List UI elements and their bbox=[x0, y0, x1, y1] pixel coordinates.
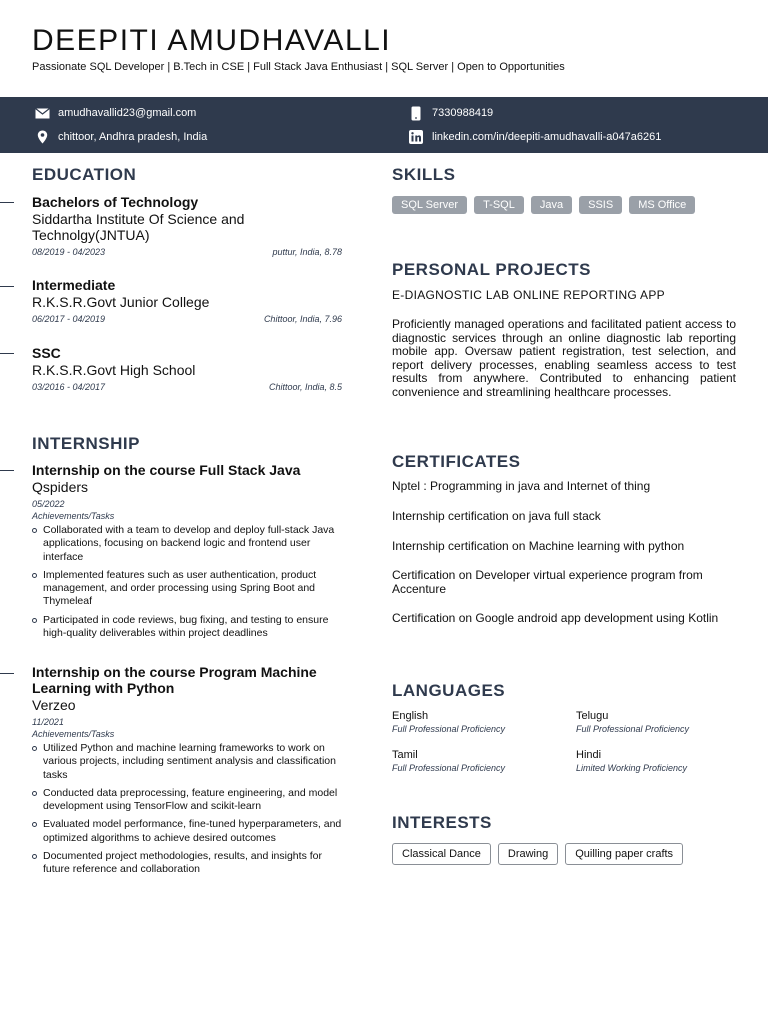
certificate-item: Nptel : Programming in java and Internet of thing bbox=[392, 479, 651, 493]
degree: Bachelors of Technology bbox=[32, 194, 199, 210]
skill-tag: Java bbox=[531, 196, 572, 214]
education-item bbox=[32, 345, 342, 392]
internship-date: 11/2021 bbox=[32, 717, 64, 727]
timeline-marker bbox=[0, 673, 14, 674]
achievements-list bbox=[32, 524, 344, 640]
certificate-item: Certification on Developer virtual experience program from Accenture bbox=[392, 568, 703, 596]
timeline-marker bbox=[0, 286, 14, 287]
certificate-item: Internship certification on java full stack bbox=[392, 509, 601, 523]
education-dates: 03/2016 - 04/2017 bbox=[32, 382, 106, 392]
project-description: Proficiently managed operations and facilitated patient access to diagnostic services through an online diagnostic lab reporting mobile app. Oversaw patient registration, test selection, and report delivery processes, enabling seamless access to test results from anywhere. Contributed to enhancing patient convenience and streamlining healthcare processes. bbox=[392, 317, 736, 399]
language-name: Tamil bbox=[392, 749, 418, 761]
education-place: puttur, India, 8.78 bbox=[272, 247, 342, 257]
list-item: Participated in code reviews, bug fixing, and testing to ensure high-quality deliverables within project deadlines bbox=[32, 614, 344, 641]
language-level: Full Professional Proficiency bbox=[392, 724, 506, 734]
internship-role: Internship on the course Full Stack Java bbox=[32, 462, 301, 478]
achievements-list bbox=[32, 742, 344, 877]
internship-item bbox=[32, 664, 344, 882]
internship-title: INTERNSHIP bbox=[32, 434, 140, 453]
language-name: English bbox=[392, 710, 429, 722]
contact-email[interactable] bbox=[34, 106, 196, 120]
email-text: amudhavallid23@gmail.com bbox=[58, 107, 197, 119]
language-item bbox=[576, 749, 687, 773]
languages-title: LANGUAGES bbox=[392, 681, 506, 700]
skill-tag: SQL Server bbox=[392, 196, 467, 214]
certificates-title: CERTIFICATES bbox=[392, 452, 521, 471]
education-dates: 06/2017 - 04/2019 bbox=[32, 314, 106, 324]
internship-org: Qspiders bbox=[32, 479, 89, 495]
linkedin-icon bbox=[408, 130, 424, 144]
language-item bbox=[576, 710, 689, 734]
list-item: Implemented features such as user authentication, product management, and order processing using Spring Boot and Thymeleaf bbox=[32, 569, 344, 609]
tagline: Passionate SQL Developer | B.Tech in CSE | Full Stack Java Enthusiast | SQL Server | Open to Opportunities bbox=[32, 61, 565, 73]
location-text: chittoor, Andhra pradesh, India bbox=[58, 131, 208, 143]
internship-role: Internship on the course Program Machine Learning with Python bbox=[32, 664, 317, 696]
skill-tag: MS Office bbox=[629, 196, 695, 214]
certificate-item: Certification on Google android app development using Kotlin bbox=[392, 611, 719, 625]
timeline-marker bbox=[0, 202, 14, 203]
internship-item bbox=[32, 462, 344, 645]
interest-tag: Drawing bbox=[498, 843, 558, 865]
education-meta bbox=[32, 382, 342, 392]
certificate-item: Internship certification on Machine learning with python bbox=[392, 539, 685, 553]
achievements-label: Achievements/Tasks bbox=[32, 511, 115, 521]
list-item: Utilized Python and machine learning frameworks to work on various projects, including sentiment analysis and classification tasks bbox=[32, 742, 344, 782]
language-name: Hindi bbox=[576, 749, 602, 761]
skills-list bbox=[392, 196, 695, 214]
list-item: Documented project methodologies, results, and insights for future reference and collaboration bbox=[32, 850, 344, 877]
phone-text: 7330988419 bbox=[432, 107, 494, 119]
interest-tag: Classical Dance bbox=[392, 843, 491, 865]
location-pin-icon bbox=[34, 130, 50, 144]
education-place: Chittoor, India, 8.5 bbox=[268, 382, 342, 392]
linkedin-text: linkedin.com/in/deepiti-amudhavalli-a047a6261 bbox=[432, 131, 662, 143]
education-place: Chittoor, India, 7.96 bbox=[263, 314, 342, 324]
candidate-name: DEEPITI AMUDHAVALLI bbox=[32, 24, 392, 57]
institution: Siddartha Institute Of Science and Technolgy(JNTUA) bbox=[32, 211, 245, 243]
contact-phone[interactable] bbox=[408, 106, 493, 120]
language-level: Limited Working Proficiency bbox=[576, 763, 688, 773]
phone-icon bbox=[408, 106, 424, 120]
language-name: Telugu bbox=[576, 710, 609, 722]
list-item: Evaluated model performance, fine-tuned hyperparameters, and optimized algorithms to achieve desired outcomes bbox=[32, 818, 344, 845]
timeline-marker bbox=[0, 470, 14, 471]
education-meta bbox=[32, 247, 342, 257]
education-item bbox=[32, 194, 342, 257]
education-meta bbox=[32, 314, 342, 324]
interests-list bbox=[392, 843, 683, 865]
contact-linkedin[interactable] bbox=[408, 130, 661, 144]
institution: R.K.S.R.Govt Junior College bbox=[32, 294, 210, 310]
interest-tag: Quilling paper crafts bbox=[565, 843, 683, 865]
language-item bbox=[392, 749, 505, 773]
contact-bar bbox=[0, 97, 768, 153]
education-dates: 08/2019 - 04/2023 bbox=[32, 247, 106, 257]
achievements-label: Achievements/Tasks bbox=[32, 729, 115, 739]
language-level: Full Professional Proficiency bbox=[392, 763, 506, 773]
education-title: EDUCATION bbox=[32, 165, 137, 184]
language-item bbox=[392, 710, 505, 734]
internship-org: Verzeo bbox=[32, 697, 76, 713]
projects-title: PERSONAL PROJECTS bbox=[392, 260, 592, 279]
institution: R.K.S.R.Govt High School bbox=[32, 362, 196, 378]
degree: Intermediate bbox=[32, 277, 116, 293]
timeline-marker bbox=[0, 353, 14, 354]
degree: SSC bbox=[32, 345, 61, 361]
list-item: Collaborated with a team to develop and deploy full-stack Java applications, focusing on backend logic and frontend user interface bbox=[32, 524, 344, 564]
skills-title: SKILLS bbox=[392, 165, 456, 184]
education-item bbox=[32, 277, 342, 324]
skill-tag: SSIS bbox=[579, 196, 622, 214]
internship-date: 05/2022 bbox=[32, 499, 65, 509]
skill-tag: T-SQL bbox=[474, 196, 524, 214]
project-name: E-DIAGNOSTIC LAB ONLINE REPORTING APP bbox=[392, 288, 665, 302]
interests-title: INTERESTS bbox=[392, 813, 492, 832]
list-item: Conducted data preprocessing, feature engineering, and model development using TensorFlow and scikit-learn bbox=[32, 787, 344, 814]
contact-location bbox=[34, 130, 207, 144]
mail-icon bbox=[34, 106, 50, 120]
language-level: Full Professional Proficiency bbox=[576, 724, 690, 734]
